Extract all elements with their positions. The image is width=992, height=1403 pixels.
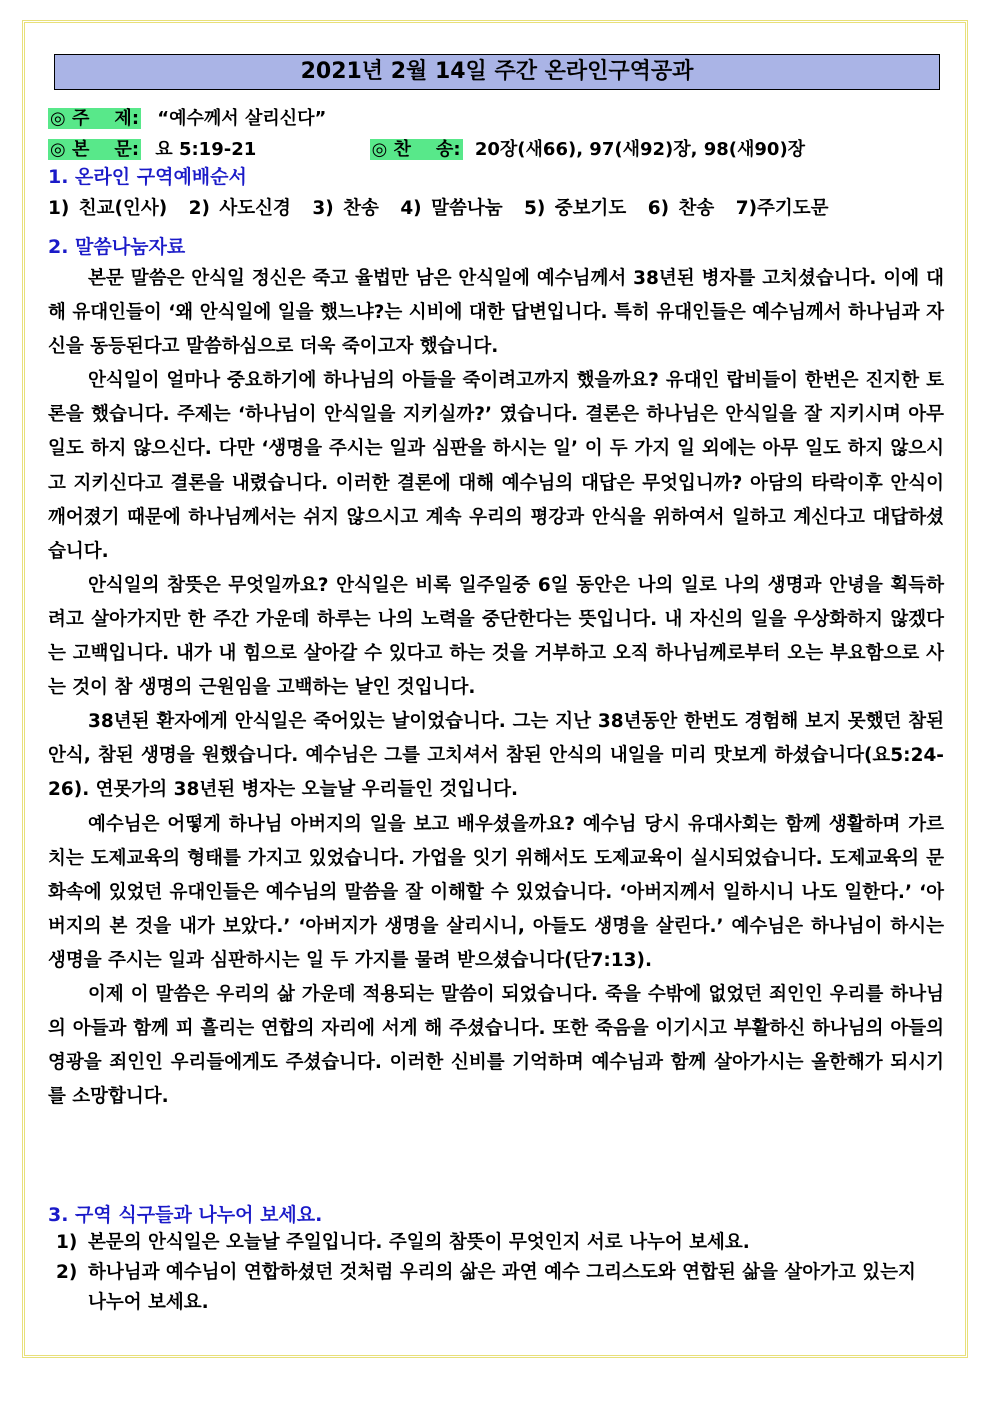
paragraph: 이제 이 말씀은 우리의 삶 가운데 적용되는 말씀이 되었습니다. 죽을 수밖에 없었던 죄인인 우리를 하나님의 아들과 함께 피 흘리는 연합의 자리에 서게 해 주셨습니다. 또한 죽음을 이기시고 부활하신 하나님의 아들의 영광을 죄인인 우리들에게도 주셨습니다. 이러한 신비를 기억하며 예수님과 함께 살아가시는 올한해가 되시기를 소망합니다. [48, 983, 944, 1108]
text-label: ◎ 본 문: [50, 139, 140, 160]
page-title: 2021년 2월 14일 주간 온라인구역공과 [54, 54, 940, 90]
theme-value: “예수께서 살리신다” [157, 108, 327, 129]
order-item: 1) 친교(인사) [48, 198, 168, 219]
text-value: 요 5:19-21 [155, 139, 257, 160]
section2-heading: 2. 말씀나눔자료 [48, 236, 186, 258]
question-item [56, 1228, 936, 1258]
order-item: 7)주기도문 [735, 198, 829, 219]
order-item: 4) 말씀나눔 [400, 198, 503, 219]
question-item [56, 1258, 936, 1318]
discussion-questions [56, 1228, 936, 1318]
theme-label: ◎ 주 제: [50, 108, 140, 129]
hymn-value: 20장(새66), 97(새92)장, 98(새90)장 [474, 139, 806, 160]
text-hymn-line [48, 135, 805, 161]
question-text: 하나님과 예수님이 연합하셨던 것처럼 우리의 삶은 과연 예수 그리스도와 연합된 삶을 살아가고 있는지 나누어 보세요. [88, 1262, 916, 1313]
order-item: 6) 찬송 [647, 198, 715, 219]
worship-order [48, 194, 841, 220]
order-item: 2) 사도신경 [188, 198, 291, 219]
paragraph: 38년된 환자에게 안식일은 죽어있는 날이었습니다. 그는 지난 38년동안 한번도 경험해 보지 못했던 참된 안식, 참된 생명을 원했습니다. 예수님은 그를 고치셔서 참된 안식의 내일을 미리 맛보게 하셨습니다(요5:24-26). 연못가의 38년된 병자는 오늘날 우리들인 것입니다. [48, 711, 944, 801]
section3-heading: 3. 구역 식구들과 나누어 보세요. [48, 1204, 323, 1226]
question-number: 1) [56, 1232, 78, 1253]
paragraph: 예수님은 어떻게 하나님 아버지의 일을 보고 배우셨을까요? 예수님 당시 유대사회는 함께 생활하며 가르치는 도제교육의 형태를 가지고 있었습니다. 가업을 잇기 위해서도 도제교육이 실시되었습니다. 도제교육의 문화속에 있었던 유대인들은 예수님의 말씀을 잘 이해할 수 있었습니다. ‘아버지께서 일하시니 나도 일한다.’ ‘아버지의 본 것을 내가 보았다.’ ‘아버지가 생명을 살리시니, 아들도 생명을 살린다.’ 예수님은 하나님이 하시는 생명을 주시는 일과 심판하시는 일 두 가지를 물려 받으셨습니다(단7:13). [48, 813, 944, 971]
order-item: 5) 중보기도 [524, 198, 627, 219]
sermon-text [48, 262, 944, 1114]
theme-line [48, 104, 326, 130]
hymn-label: ◎ 찬 송: [371, 139, 461, 160]
paragraph: 안식일이 얼마나 중요하기에 하나님의 아들을 죽이려고까지 했을까요? 유대인 랍비들이 한번은 진지한 토론을 했습니다. 주제는 ‘하나님이 안식일을 지키실까?’ 였습니다. 결론은 하나님은 안식일을 잘 지키시며 아무 일도 하지 않으신다. 다만 ‘생명을 주시는 일과 심판을 하시는 일’ 이 두 가지 일 외에는 아무 일도 하지 않으시고 지키신다고 결론을 내렸습니다. 이러한 결론에 대해 예수님의 대답은 무엇입니까? 아담의 타락이후 안식이 깨어졌기 때문에 하나님께서는 쉬지 않으시고 계속 우리의 평강과 안식을 위하여서 일하고 계신다고 대답하셨습니다. [48, 370, 944, 562]
paragraph: 본문 말씀은 안식일 정신은 죽고 율법만 남은 안식일에 예수님께서 38년된 병자를 고치셨습니다. 이에 대해 유대인들이 ‘왜 안식일에 일을 했느냐?는 시비에 대한 답변입니다. 특히 유대인들은 예수님께서 하나님과 자신을 동등된다고 말씀하심으로 더욱 죽이고자 했습니다. [48, 268, 944, 358]
section1-heading: 1. 온라인 구역예배순서 [48, 166, 247, 188]
order-item: 3) 찬송 [312, 198, 379, 219]
question-text: 본문의 안식일은 오늘날 주일입니다. 주일의 참뜻이 무엇인지 서로 나누어 보세요. [88, 1232, 750, 1253]
question-number: 2) [56, 1262, 78, 1283]
paragraph: 안식일의 참뜻은 무엇일까요? 안식일은 비록 일주일중 6일 동안은 나의 일로 나의 생명과 안녕을 획득하려고 살아가지만 한 주간 가운데 하루는 나의 노력을 중단한다는 뜻입니다. 내 자신의 일을 우상화하지 않겠다는 고백입니다. 내가 내 힘으로 살아갈 수 있다고 하는 것을 거부하고 오직 하나님께로부터 오는 부요함으로 사는 것이 참 생명의 근원임을 고백하는 날인 것입니다. [48, 574, 944, 699]
